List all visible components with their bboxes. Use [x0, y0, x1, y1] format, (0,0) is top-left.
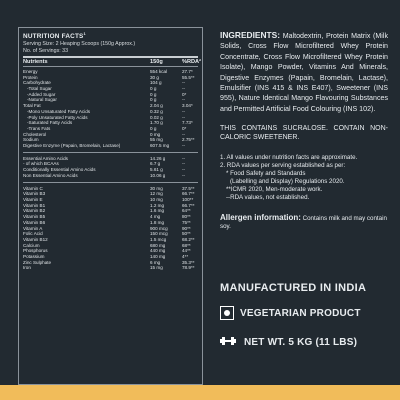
nutrient-name: -Added Sugar — [27, 91, 56, 97]
servings-count: No. of Servings: 33 — [23, 47, 69, 54]
nutrient-rda: 75** — [182, 219, 191, 225]
nutrient-amount: 150 mcg — [150, 231, 168, 237]
nutrient-amount: 6 mg — [150, 259, 161, 265]
sucralose-note: THIS CONTAINS SUCRALOSE. CONTAIN NON-CALORIC SWEETENER. — [220, 125, 388, 142]
nutrient-name: Zinc Sulphate — [23, 259, 52, 265]
nutrient-rda: -- — [182, 114, 186, 120]
nutrient-row — [23, 173, 198, 179]
nutrient-rda: 68** — [182, 242, 191, 248]
nutrient-amount: 14.26 g — [150, 155, 166, 161]
nutrient-name: Vitamin B6 — [23, 219, 46, 225]
vegetarian-label: VEGETARIAN PRODUCT — [240, 307, 361, 319]
nutrient-name: -Total Sugar — [27, 86, 52, 92]
nutrient-amount: 55 mg — [150, 137, 163, 143]
net-weight-label: NET WT. 5 KG (11 LBS) — [244, 336, 358, 348]
nutrient-amount: 607.5 mg — [150, 143, 170, 149]
nutrient-amount: 1.6 mg — [150, 208, 165, 214]
nutrient-rda: 64** — [182, 208, 191, 214]
nutrient-rda: 78.9** — [182, 265, 195, 271]
nutrients-header — [23, 58, 201, 66]
nutrient-rda: 50** — [182, 231, 191, 237]
nutrient-amount: 6.7 g — [150, 161, 161, 167]
footnote-line: --RDA values, not established. — [226, 194, 310, 202]
nutrient-rda: -- — [182, 80, 186, 86]
manufactured-in: MANUFACTURED IN INDIA — [220, 282, 367, 294]
nutrient-name: Folic Acid — [23, 231, 43, 237]
nutrient-rda: 90** — [182, 225, 191, 231]
nutrient-name: Total Fat — [23, 103, 41, 109]
nutrient-rda: -- — [182, 86, 186, 92]
nutrient-rda: 66.7** — [182, 191, 195, 197]
footnote-line: **ICMR 2020, Men-moderate work. — [226, 186, 323, 194]
nutrient-amount: 4 mg — [150, 214, 161, 220]
nutrient-rda: 3.04* — [182, 103, 193, 109]
nutrient-name: Sodium — [23, 137, 39, 143]
nutrient-amount: 0 g — [150, 91, 157, 97]
nutrient-amount: 680 mg — [150, 242, 166, 248]
nutrient-rda: 7.73* — [182, 120, 193, 126]
nutrient-rda: 55.5** — [182, 74, 195, 80]
nutrition-title-text: NUTRITION FACTS — [23, 33, 84, 41]
allergen-info — [220, 214, 388, 231]
nutrient-amount: 0 mg — [150, 131, 161, 137]
nutrient-amount: 440 mg — [150, 248, 166, 254]
nutrient-amount: 10 mg — [150, 197, 163, 202]
allergen-text: Contains milk and may contain soy. — [220, 215, 387, 231]
nutrient-amount: 1.8 mg — [150, 219, 165, 225]
main-nutrient-rows — [23, 67, 198, 149]
nutrient-name: Conditionally Essential Amino Acids — [23, 167, 96, 173]
dumbbell-icon — [220, 333, 236, 351]
footnote-line: (Labelling and Display) Regulations 2020. — [230, 178, 345, 186]
nutrient-rda: -- — [182, 161, 186, 167]
nutrient-rda: -- — [182, 97, 186, 103]
nutrient-amount: 30 g — [150, 74, 159, 80]
nutrient-amount: 12 mg — [150, 191, 163, 197]
nutrient-rda: -- — [182, 108, 186, 114]
header-amount: 150g — [150, 58, 163, 65]
nutrient-name: Vitamin B12 — [23, 236, 48, 242]
nutrient-name: Carbohydrate — [23, 80, 51, 86]
ingredients-panel — [220, 30, 388, 231]
nutrient-amount: 104 g — [150, 80, 162, 86]
nutrient-name: Vitamin A — [23, 225, 43, 231]
nutrition-facts-panel — [18, 27, 203, 385]
nutrient-amount: 0.02 g — [150, 114, 163, 120]
nutrient-rda: 80** — [182, 214, 191, 220]
nutrient-name: Iron — [23, 265, 31, 271]
nutrient-rda: 0* — [182, 125, 187, 131]
nutrient-name: Digestive Enzyme (Papain, Bromelain, Lactase) — [23, 143, 121, 149]
footnote-line: * Food Safety and Standards — [226, 170, 306, 178]
nutrient-rda: 27.7* — [182, 68, 193, 74]
nutrient-amount: 0 g — [150, 125, 157, 131]
nutrient-rda: 0* — [182, 91, 187, 97]
header-rda: %RDA² — [182, 58, 201, 65]
nutrient-amount: 554 kcal — [150, 68, 168, 74]
nutrient-name: Potassium — [23, 254, 45, 260]
nutrient-name: Vitamin B2 — [23, 208, 46, 214]
serving-size: Serving Size: 2 Heaping Scoops (150g Approx.) — [23, 41, 136, 48]
nutrient-name: Non Essential Amino Acids — [23, 172, 78, 178]
ingredients-block — [220, 30, 388, 114]
nutrient-name: -Poly Unsaturated Fatty Acids — [27, 114, 88, 120]
nutrient-row — [23, 265, 198, 271]
nutrient-amount: 140 mg — [150, 254, 166, 260]
nutrient-rda: 37.5** — [182, 185, 195, 191]
nutrient-name: Vitamin E — [23, 197, 43, 202]
nutrient-amount: 900 mcg — [150, 225, 168, 231]
nutrient-amount: 1.2 mg — [150, 202, 165, 208]
nutrient-rda: -- — [182, 131, 186, 137]
vegetarian-badge — [220, 306, 361, 320]
nutrient-name: Protein — [23, 74, 38, 80]
nutrient-rda: 66.7** — [182, 202, 195, 208]
ingredients-text: Maltodextrin, Protein Matrix (Milk Solids, Cross Flow Microfiltered Whey Protein Concentrate, Cross Flow Microfiltered Whey Protein Isolate), Mango Powder, Vitamins And Minerals, Digestive Enzymes (Papain, Bromelain, Lactase), Emulsifier (INS 415 & INS E407), Sweetener (INS 955), Nature Identical Mango Flavouring Substances and Permitted Artificial Food Colouring (INS 102). — [220, 32, 388, 113]
header-nutrients: Nutrients — [23, 58, 48, 65]
allergen-label: Allergen information: — [220, 213, 301, 223]
nutrient-amount: 1.70 g — [150, 120, 163, 126]
nutrient-name: -Natural Sugar — [27, 97, 57, 103]
nutrient-amount: 15 mg — [150, 265, 163, 271]
nutrient-amount: 5.61 g — [150, 167, 163, 173]
title-superscript: 1 — [83, 31, 86, 36]
accent-bar — [0, 385, 400, 400]
nutrient-amount: 2.04 g — [150, 103, 163, 109]
nutrient-rda: 35.3** — [182, 259, 195, 265]
nutrient-name: -Trans Fats — [27, 125, 51, 131]
nutrient-name: Vitamin B5 — [23, 214, 46, 220]
nutrient-name: -Saturated Fatty Acids — [27, 120, 73, 126]
nutrition-facts-title — [23, 30, 198, 41]
nutrient-rda: -- — [182, 167, 186, 173]
nutrient-rda: 44** — [182, 248, 191, 254]
nutrient-name: Vitamin B3 — [23, 191, 46, 197]
nutrient-row — [23, 143, 198, 149]
nutrient-name: Phosphorus — [23, 248, 48, 254]
nutrient-rda: 100** — [182, 197, 194, 202]
nutrient-amount: 10.06 g — [150, 172, 166, 178]
ingredients-label: INGREDIENTS: — [220, 30, 281, 40]
nutrient-name: Cholesterol — [23, 131, 47, 137]
footnote-line: 1. All values under nutrition facts are approximate. — [220, 154, 358, 162]
nutrient-rda: -- — [182, 172, 186, 178]
nutrient-rda: -- — [182, 155, 186, 161]
nutrient-name: Essential Amino Acids — [23, 155, 68, 161]
net-weight — [220, 333, 357, 351]
nutrient-amount: 1.5 mcg — [150, 236, 167, 242]
nutrient-rda: 2.75** — [182, 137, 195, 143]
nutrient-amount: 0 g — [150, 97, 157, 103]
nutrient-amount: 30 mg — [150, 185, 163, 191]
vitamin-mineral-rows — [23, 183, 198, 272]
nutrient-name: Calcium — [23, 242, 40, 248]
nutrient-rda: -- — [182, 143, 186, 149]
nutrient-name: -Mono Unsaturated Fatty Acids — [27, 108, 91, 114]
nutrient-name: Vitamin B1 — [23, 202, 46, 208]
nutrient-rda: 4** — [182, 254, 189, 260]
nutrient-name: Vitamin C — [23, 185, 43, 191]
nutrient-name: Energy — [23, 68, 38, 74]
nutrient-rda: 68.2** — [182, 236, 195, 242]
nutrient-name: - of which BCAAs — [23, 161, 59, 167]
footnote-line: 2. RDA values per serving established as per: — [220, 162, 346, 170]
amino-acid-rows — [23, 153, 198, 179]
footnotes — [220, 154, 388, 202]
veg-mark-icon — [220, 306, 234, 320]
nutrient-amount: 0 g — [150, 86, 157, 92]
nutrient-amount: 0.32 g — [150, 108, 163, 114]
